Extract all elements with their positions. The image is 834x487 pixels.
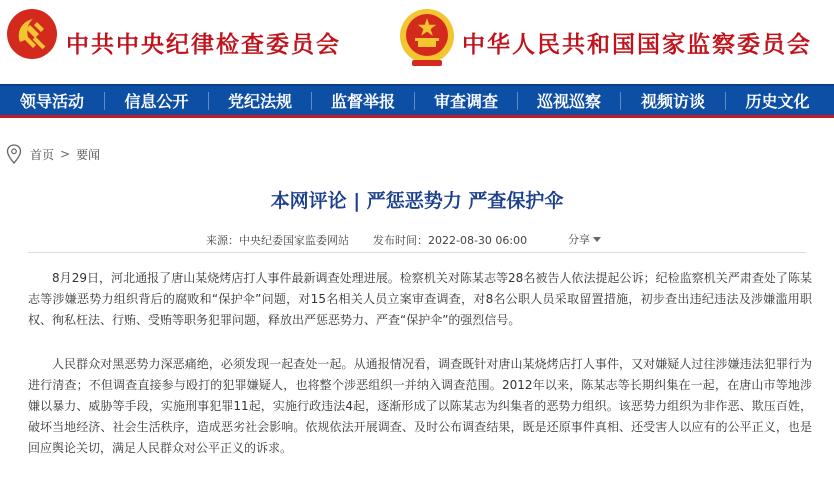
- nsc-title: 中华人民共和国国家监察委员会: [462, 31, 812, 58]
- chevron-down-icon: [593, 237, 601, 242]
- nav-item-8[interactable]: 历史文化: [745, 92, 810, 111]
- share-label: 分享: [568, 233, 590, 246]
- nav-item-5[interactable]: 审查调查: [433, 92, 498, 111]
- site-header: [0, 0, 834, 84]
- main-nav: [0, 84, 834, 118]
- breadcrumb-home[interactable]: 首页: [30, 147, 55, 162]
- divider: [28, 252, 806, 253]
- nav-item-2[interactable]: 信息公开: [124, 92, 189, 111]
- nav-item-4[interactable]: 监督举报: [330, 92, 395, 111]
- breadcrumb-current[interactable]: 要闻: [76, 147, 101, 162]
- cpc-ccdi-title: 中共中央纪律检查委员会: [66, 31, 341, 58]
- article-paragraph-2: 人民群众对黑恶势力深恶痛绝，必须发现一起查处一起。从通报情况看，调查既针对唐山某烧烤店打人事件，又对嫌疑人过往涉嫌违法犯罪行为进行清查；不但调查直接参与殴打的犯罪嫌疑人，也将整个涉恶组织一并纳入调查范围。2012年以来，陈某志等长期纠集在一起，在唐山市等地涉嫌以暴力、威胁等手段，实施刑事犯罪11起，实施行政违法4起，逐渐形成了以陈某志为纠集者的恶势力组织。该恶势力组织为非作恶、欺压百姓，破坏当地经济、社会生活秩序，造成恶劣社会影响。依规依法开展调查、及时公布调查结果，既是还原事件真相、还受害人以应有的公平正义，也是回应舆论关切，满足人民群众对公平正义的诉求。: [28, 357, 812, 455]
- share-button[interactable]: [568, 231, 601, 247]
- article-paragraph-1: 8月29日，河北通报了唐山某烧烤店打人事件最新调查处理进展。检察机关对陈某志等28名被告人依法提起公诉；纪检监察机关严肃查处了陈某志等涉嫌恶势力组织背后的腐败和“保护伞”问题，对15名相关人员立案审查调查，对8名公职人员采取留置措施，初步查出违纪违法及涉嫌滥用职权、徇私枉法、行贿、受贿等职务犯罪问题，释放出严惩恶势力、严查“保护伞”的强烈信号。: [28, 271, 812, 327]
- nav-list: [0, 86, 834, 115]
- article-title: 本网评论 | 严惩恶势力 严查保护伞: [270, 190, 564, 212]
- nav-item-3[interactable]: 党纪法规: [227, 92, 292, 111]
- nav-item-7[interactable]: 视频访谈: [640, 92, 705, 111]
- article-meta: [206, 232, 527, 248]
- source-value: 中央纪委国家监委网站: [239, 234, 349, 247]
- party-emblem-icon: [6, 8, 58, 60]
- source-label: 来源：: [206, 234, 239, 247]
- breadcrumb: [6, 144, 100, 164]
- nav-item-6[interactable]: 巡视巡察: [536, 92, 601, 111]
- nav-item-1[interactable]: 领导活动: [19, 92, 84, 111]
- time-label: 发布时间：: [373, 234, 428, 247]
- time-value: 2022-08-30 06:00: [428, 233, 528, 247]
- national-emblem-icon: [398, 6, 456, 68]
- breadcrumb-separator: >: [60, 147, 71, 161]
- location-pin-icon: [6, 144, 22, 164]
